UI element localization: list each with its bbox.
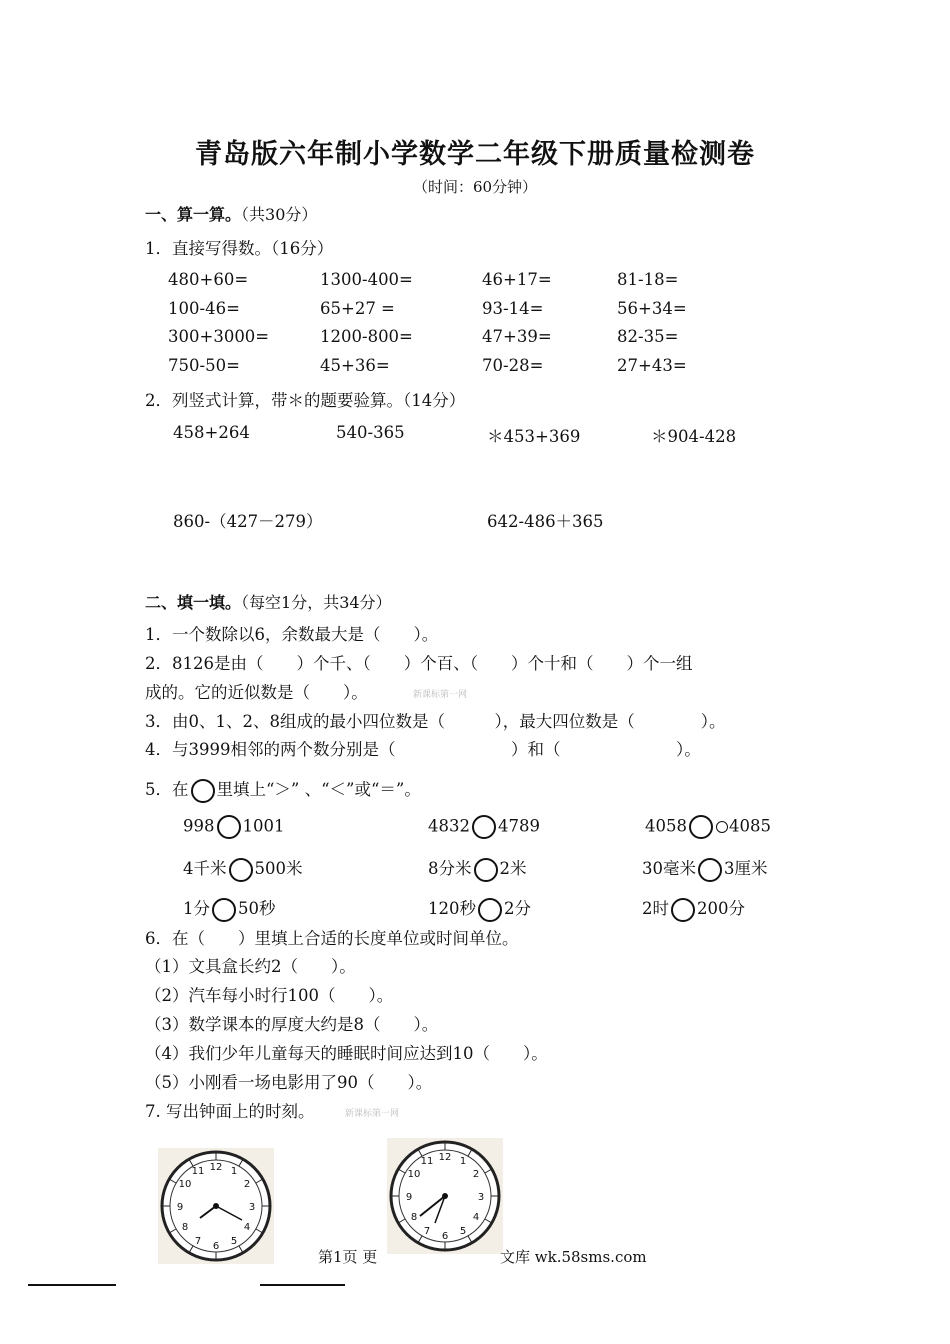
compare-right: 1001 — [242, 816, 285, 836]
clock-face-1-icon — [158, 1148, 274, 1264]
watermark-1: 新课标第一网 — [413, 690, 468, 700]
compare-blank-circle[interactable] — [217, 815, 241, 839]
svg-text:9: 9 — [176, 1202, 184, 1213]
s2-q6-item4: （4）我们少年儿童每天的睡眠时间应达到10（ ）。 — [145, 1044, 548, 1063]
s1-q2-item3: ＊453+369 — [487, 427, 581, 446]
s2-q6-item2: （2）汽车每小时行100（ ）。 — [145, 986, 394, 1005]
compare-left: 120秒 — [428, 899, 476, 918]
s1-q2-item1: 458+264 — [173, 423, 250, 442]
svg-text:6: 6 — [212, 1241, 220, 1252]
s2-q5-suffix: 里填上“＞” 、“＜”或“＝”。 — [216, 780, 421, 799]
s1-q1-r4c4: 27+43= — [617, 356, 687, 375]
s1-q1-r3c3: 47+39= — [482, 327, 552, 346]
footer-page: 第1页 更 — [318, 1248, 378, 1266]
compare-left: 4千米 — [183, 859, 227, 878]
section1-heading — [145, 202, 317, 225]
compare-left: 1分 — [183, 899, 210, 918]
svg-text:9: 9 — [405, 1192, 413, 1203]
compare-blank-circle[interactable] — [698, 858, 722, 882]
s2-q4: 4．与3999相邻的两个数分别是（ ）和（ ）。 — [145, 740, 701, 759]
compare-blank-circle[interactable] — [472, 815, 496, 839]
compare-blank-circle[interactable] — [671, 898, 695, 922]
s1-q1-r2c4: 56+34= — [617, 299, 687, 318]
svg-text:12: 12 — [209, 1162, 223, 1173]
s2-q6-item1: （1）文具盒长约2（ ）。 — [145, 957, 356, 976]
s1-q2-label: 2．列竖式计算，带＊的题要验算。（14分） — [145, 391, 466, 410]
svg-text:2: 2 — [472, 1169, 480, 1180]
footer-line-left — [28, 1284, 116, 1286]
s2-q5-label — [145, 776, 421, 803]
compare-item — [428, 855, 527, 882]
svg-text:2: 2 — [243, 1179, 251, 1190]
s1-q1-r4c3: 70-28= — [482, 356, 544, 375]
clock-face-2-icon — [387, 1138, 503, 1254]
compare-left: 2时 — [642, 899, 669, 918]
s1-q1-label: 1．直接写得数。（16分） — [145, 239, 334, 258]
compare-item — [183, 855, 303, 882]
s1-q2-item5: 860-（427－279） — [173, 512, 323, 531]
svg-text:1: 1 — [459, 1156, 467, 1167]
svg-text:6: 6 — [441, 1231, 449, 1242]
s2-q6-item3: （3）数学课本的厚度大约是8（ ）。 — [145, 1015, 439, 1034]
s2-q6-label: 6．在（ ）里填上合适的长度单位或时间单位。 — [145, 929, 519, 948]
compare-item — [183, 895, 276, 922]
section2-heading — [145, 590, 392, 613]
svg-text:11: 11 — [191, 1166, 205, 1177]
compare-right: 4789 — [498, 816, 540, 836]
s1-q1-r1c3: 46+17= — [482, 270, 552, 289]
footer-line-right — [260, 1284, 345, 1286]
section2-heading-text: 二、填一填。 — [145, 593, 242, 612]
compare-item — [183, 815, 285, 839]
compare-right: 2米 — [499, 859, 527, 878]
s1-q1-r1c1: 480+60= — [168, 270, 249, 289]
compare-blank-circle[interactable] — [474, 858, 498, 882]
footer-site: 文库 wk.58sms.com — [500, 1248, 647, 1266]
small-circle-icon — [716, 821, 728, 833]
svg-text:5: 5 — [459, 1226, 467, 1237]
s1-q2-item2: 540-365 — [336, 423, 405, 442]
s1-q1-r1c2: 1300-400= — [320, 270, 413, 289]
compare-right: 50秒 — [238, 899, 276, 918]
watermark-2: 新课标第一网 — [345, 1109, 400, 1119]
svg-text:4: 4 — [472, 1212, 480, 1223]
svg-text:7: 7 — [194, 1236, 202, 1247]
svg-text:7: 7 — [423, 1226, 431, 1237]
s1-q1-r4c2: 45+36= — [320, 356, 390, 375]
s2-q6-item5: （5）小刚看一场电影用了90（ ）。 — [145, 1073, 433, 1092]
s1-q1-r4c1: 750-50= — [168, 356, 240, 375]
compare-blank-circle[interactable] — [212, 898, 236, 922]
compare-blank-circle[interactable] — [689, 815, 713, 839]
compare-item — [642, 895, 745, 922]
section2-note: （每空1分，共34分） — [241, 593, 392, 612]
svg-text:3: 3 — [477, 1192, 485, 1203]
compare-item — [642, 855, 768, 882]
compare-item — [428, 895, 531, 922]
compare-left: 998 — [183, 816, 215, 836]
s2-q5-prefix: 5．在 — [145, 780, 189, 799]
s1-q1-r2c2: 65+27 = — [320, 299, 395, 318]
svg-text:8: 8 — [181, 1222, 189, 1233]
s1-q1-r1c4: 81-18= — [617, 270, 679, 289]
compare-left: 4058 — [645, 816, 687, 836]
s1-q1-r3c4: 82-35= — [617, 327, 679, 346]
svg-text:3: 3 — [248, 1202, 256, 1213]
compare-right: 200分 — [697, 899, 745, 918]
svg-text:4: 4 — [243, 1222, 251, 1233]
compare-left: 30毫米 — [642, 859, 696, 878]
s1-q1-r2c3: 93-14= — [482, 299, 544, 318]
compare-item — [428, 815, 540, 839]
compare-left: 8分米 — [428, 859, 472, 878]
s1-q1-r3c2: 1200-800= — [320, 327, 413, 346]
compare-blank-circle[interactable] — [229, 858, 253, 882]
compare-right: 2分 — [504, 899, 531, 918]
s2-q7-label: 7. 写出钟面上的时刻。 — [145, 1102, 315, 1121]
compare-blank-circle[interactable] — [478, 898, 502, 922]
compare-item — [645, 815, 771, 839]
s2-q1: 1．一个数除以6，余数最大是（ ）。 — [145, 625, 439, 644]
compare-circle-icon — [191, 779, 215, 803]
compare-left: 4832 — [428, 816, 470, 836]
s1-q1-r2c1: 100-46= — [168, 299, 240, 318]
s1-q2-item6: 642-486＋365 — [487, 512, 604, 531]
svg-text:1: 1 — [230, 1166, 238, 1177]
section1-note: （共30分） — [241, 205, 318, 224]
s2-q2a: 2．8126是由（ ）个千、（ ）个百、（ ）个十和（ ）个一组 — [145, 654, 693, 673]
svg-text:5: 5 — [230, 1236, 238, 1247]
svg-text:8: 8 — [410, 1212, 418, 1223]
s1-q1-r3c1: 300+3000= — [168, 327, 270, 346]
compare-right: 500米 — [254, 859, 303, 878]
svg-text:10: 10 — [178, 1179, 192, 1190]
svg-text:11: 11 — [420, 1156, 434, 1167]
page-subtitle: （时间：60分钟） — [412, 178, 538, 196]
s2-q3: 3．由0、1、2、8组成的最小四位数是（ ），最大四位数是（ ）。 — [145, 712, 726, 731]
s1-q2-item4: ＊904-428 — [651, 427, 737, 446]
svg-text:10: 10 — [407, 1169, 421, 1180]
s2-q2b: 成的。它的近似数是（ ）。 — [145, 683, 368, 702]
section1-heading-text: 一、算一算。 — [145, 205, 242, 224]
compare-right: 4085 — [729, 816, 771, 836]
compare-right: 3厘米 — [724, 859, 768, 878]
svg-text:12: 12 — [438, 1152, 452, 1163]
page-title: 青岛版六年制小学数学二年级下册质量检测卷 — [195, 139, 755, 170]
